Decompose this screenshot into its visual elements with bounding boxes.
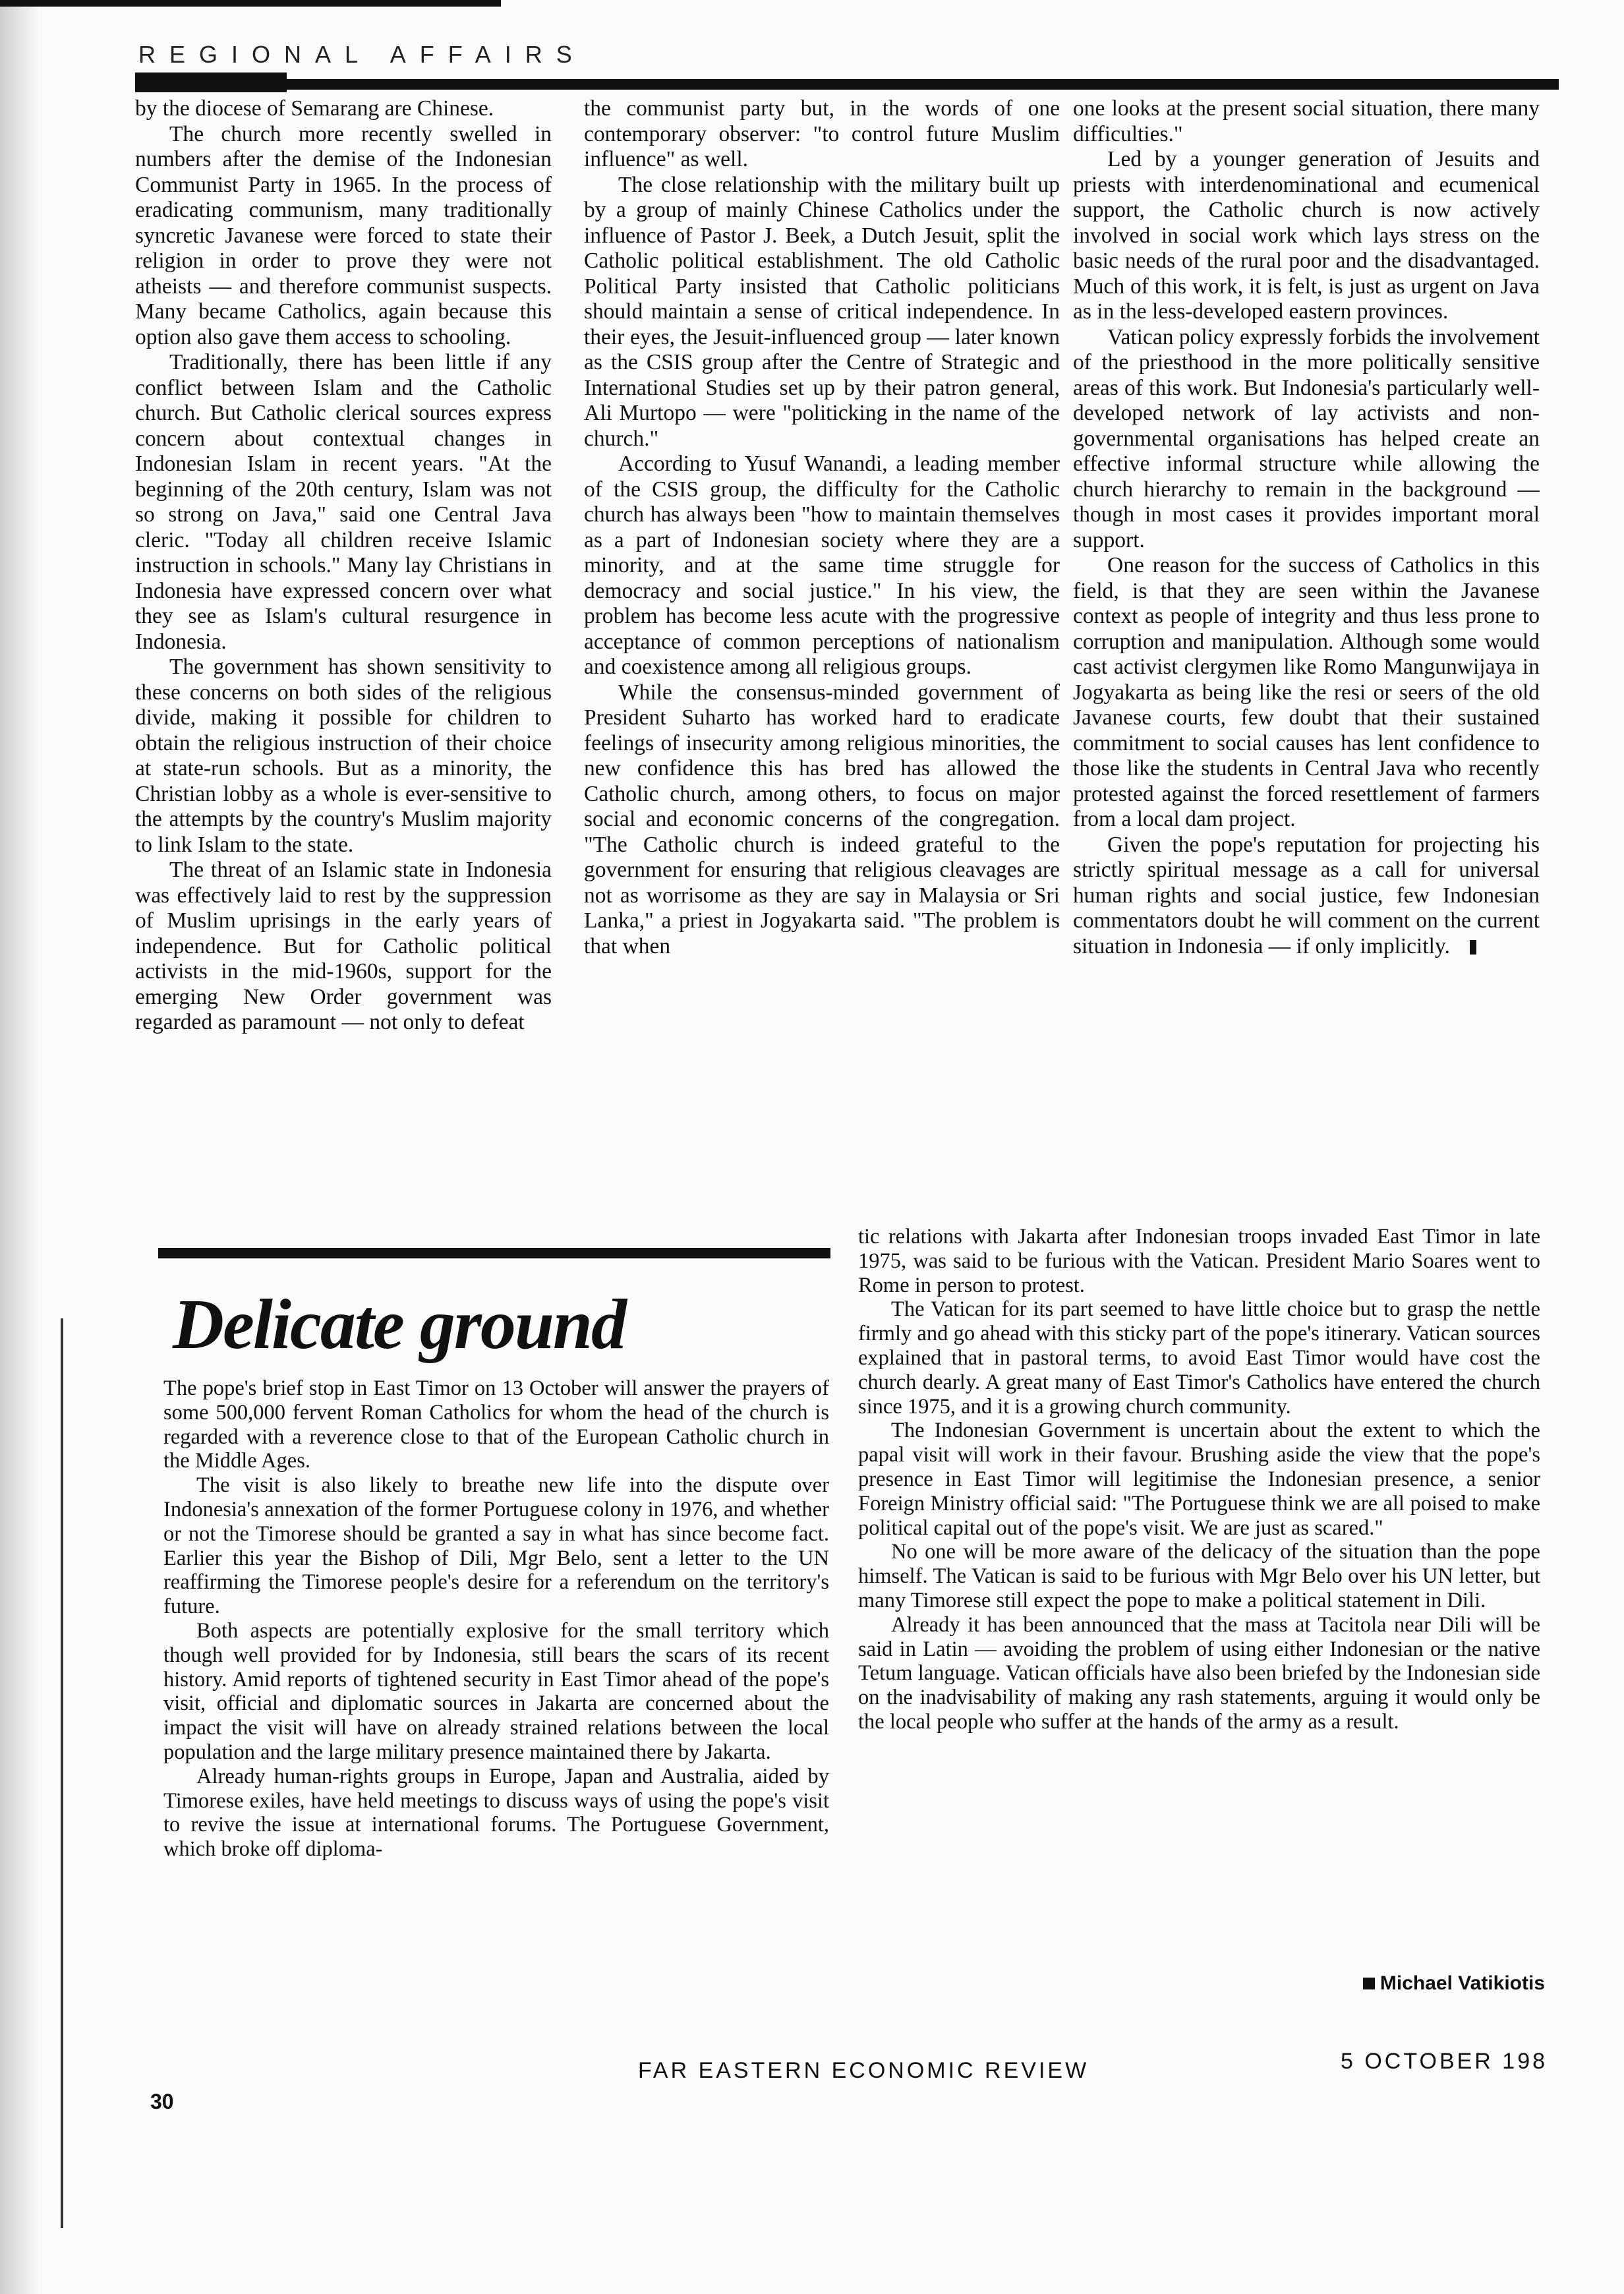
feature-paragraph: Both aspects are potentially explosive for the small territory which though well provided for by Indonesia, still bears the scars of its recent history. Amid reports of tightened security in East Timor ahead of the pope's visit, official and diplomatic sources in Jakarta are concerned about the impact the visit will have on already strained relations between the local population and the large military presence maintained there by Jakarta. (163, 1618, 829, 1764)
article-paragraph: the communist party but, in the words of one contemporary observer: "to control future Muslim influence" as well. (584, 96, 1060, 171)
byline-author: Michael Vatikiotis (1379, 1972, 1545, 1994)
feature-column-1 (163, 1376, 829, 2167)
article-paragraph: According to Yusuf Wanandi, a leading member of the CSIS group, the difficulty for the Catholic church has always been "how to maintain themselves as a part of Indonesian society where they are a minority, and at the same time struggle for democracy and social justice." In his view, the problem has become less acute with the progressive acceptance of common perceptions of nationalism and coexistence among all religious groups. (584, 452, 1060, 679)
article-paragraph: Vatican policy expressly forbids the involvement of the priesthood in the more politically sensitive areas of this work. But Indonesia's particularly well-developed network of lay activists and non-governmental organisations has helped create an effective informal structure while allowing the church hierarchy to remain in the background — though in most cases it provides important moral support. (1073, 324, 1540, 552)
article-paragraph: Traditionally, there has been little if any conflict between Islam and the Catholic church. But Catholic clerical sources express concern about contextual changes in Indonesian Islam in recent years. "At the beginning of the 20th century, Islam was not so strong on Java," said one Central Java cleric. "Today all children receive Islamic instruction in schools." Many lay Christians in Indonesia have expressed concern over what they see as Islam's cultural resurgence in Indonesia. (135, 350, 552, 654)
article-column-1 (135, 96, 552, 1187)
article-paragraph: by the diocese of Semarang are Chinese. (135, 96, 494, 121)
byline-square-icon (1363, 1978, 1375, 1989)
feature-paragraph: No one will be more aware of the delicacy of the situation than the pope himself. The Vatican is said to be furious with Mgr Belo over his UN letter, but many Timorese still expect the pope to make a political statement in Dili. (858, 1540, 1540, 1612)
header-rule (135, 75, 1559, 90)
end-of-article-mark (1470, 940, 1476, 955)
article-paragraph: The government has shown sensitivity to these concerns on both sides of the religious divide, making it possible for children to obtain the religious instruction of their choice at state-run schools. But as a minority, the Christian lobby as a whole is ever-sensitive to the attempts by the country's Muslim majority to link Islam to the state. (135, 655, 552, 857)
byline (1363, 1972, 1545, 1995)
feature-paragraph: The Vatican for its part seemed to have little choice but to grasp the nettle firmly and go ahead with this sticky part of the pope's itinerary. Vatican sources explained that in pastoral terms, to avoid East Timor would have cost the church dearly. A great many of East Timor's Catholics have entered the church since 1975, and it is a growing church community. (858, 1297, 1540, 1419)
feature-column-2 (858, 1225, 1540, 1970)
feature-headline: Delicate ground (173, 1285, 625, 1364)
feature-paragraph: tic relations with Jakarta after Indonesian troops invaded East Timor in late 1975, was said to be furious with the Vatican. President Mario Soares went to Rome in person to protest. (858, 1225, 1540, 1297)
page-number: 30 (150, 2090, 174, 2113)
feature-paragraph: Already it has been announced that the mass at Tacitola near Dili will be said in Latin — avoiding the problem of using either Indonesian or the native Tetum language. Vatican officials have also been briefed by the Indonesian side on the inadvisability of making any rash statements, arguing it would only be the local people who suffer at the hands of the army as a result. (858, 1612, 1540, 1734)
feature-paragraph: The Indonesian Government is uncertain about the extent to which the papal visit will work in their favour. Brushing aside the view that the pope's presence in East Timor will legitimise the Indonesian presence, a senior Foreign Ministry official said: "The Portuguese think we are all poised to make political capital out of the pope's visit. We are just as scared." (858, 1419, 1540, 1540)
section-label: REGIONAL AFFAIRS (138, 41, 586, 68)
feature-paragraph: The pope's brief stop in East Timor on 13 October will answer the prayers of some 500,000 fervent Roman Catholics for whom the head of the church is regarded with a reverence close to that of the European Catholic church in the Middle Ages. (163, 1376, 829, 1473)
article-paragraph-text: Given the pope's reputation for projecting his strictly spiritual message as a call for universal human rights and social justice, few Indonesian commentators doubt he will comment on the current situation in Indonesia — if only implicitly. (1073, 832, 1540, 958)
article-last-paragraph (1073, 833, 1540, 960)
footer-date: 5 OCTOBER 198 (1341, 2049, 1548, 2074)
article-paragraph: The church more recently swelled in numbers after the demise of the Indonesian Communist Party in 1965. In the process of eradicating communism, many traditionally syncretic Javanese were forced to state their religion in order to prove they were not atheists — and therefore communist suspects. Many became Catholics, again because this option also gave them access to schooling. (135, 121, 552, 349)
article-paragraph: One reason for the success of Catholics in this field, is that they are seen within the Javanese context as people of integrity and thus less prone to corruption and manipulation. Although some would cast activist clergymen like Romo Mangunwijaya in Jogyakarta as being like the resi or seers of the old Javanese courts, few doubt that their sustained commitment to social causes has lent confidence to those like the students in Central Java who recently protested against the forced resettlement of farmers from a local dam project. (1073, 553, 1540, 831)
article-paragraph: one looks at the present social situation, there many difficulties." (1073, 96, 1540, 146)
article-column-3 (1073, 96, 1540, 1187)
binding-line (61, 1318, 63, 2228)
footer-publication: FAR EASTERN ECONOMIC REVIEW (638, 2058, 1089, 2083)
article-column-2 (584, 96, 1060, 1187)
scan-corner-mark (0, 0, 501, 7)
article-paragraph: The close relationship with the military built up by a group of mainly Chinese Catholics under the influence of Pastor J. Beek, a Dutch Jesuit, split the Catholic political establishment. The old Catholic Political Party insisted that Catholic politicians should maintain a sense of critical independence. In their eyes, the Jesuit-influenced group — later known as the CSIS group after the Centre of Strategic and International Studies set up by their patron general, Ali Murtopo — were "politicking in the name of the church." (584, 172, 1060, 451)
feature-paragraph: Already human-rights groups in Europe, Japan and Australia, aided by Timorese exiles, have held meetings to discuss ways of using the pope's visit to revive the issue at international forums. The Portuguese Government, which broke off diploma- (163, 1764, 829, 1862)
scan-edge-shadow (0, 0, 40, 2294)
article-paragraph: The threat of an Islamic state in Indonesia was effectively laid to rest by the suppression of Muslim uprisings in the early years of independence. But for Catholic political activists in the mid-1960s, support for the emerging New Order government was regarded as paramount — not only to defeat (135, 858, 552, 1034)
article-paragraph: While the consensus-minded government of President Suharto has worked hard to eradicate feelings of insecurity among religious minorities, the new confidence this has bred has allowed the Catholic church, among others, to focus on major social and economic concerns of the congregation. "The Catholic church is indeed grateful to the government for ensuring that religious cleavages are not as worrisome as they are say in Malaysia or Sri Lanka," a priest in Jogyakarta said. "The problem is that when (584, 680, 1060, 958)
feature-paragraph: The visit is also likely to breathe new life into the dispute over Indonesia's annexation of the former Portuguese colony in 1976, and whether or not the Timorese should be granted a say in what has since become fact. Earlier this year the Bishop of Dili, Mgr Belo, sent a letter to the UN reaffirming the Timorese people's desire for a referendum on the territory's future. (163, 1473, 829, 1619)
feature-rule (158, 1248, 830, 1258)
article-paragraph: Led by a younger generation of Jesuits and priests with interdenominational and ecumenical support, the Catholic church is now actively involved in social work which lays stress on the basic needs of the rural poor and the disadvantaged. Much of this work, it is felt, is just as urgent on Java as in the less-developed eastern provinces. (1073, 147, 1540, 324)
